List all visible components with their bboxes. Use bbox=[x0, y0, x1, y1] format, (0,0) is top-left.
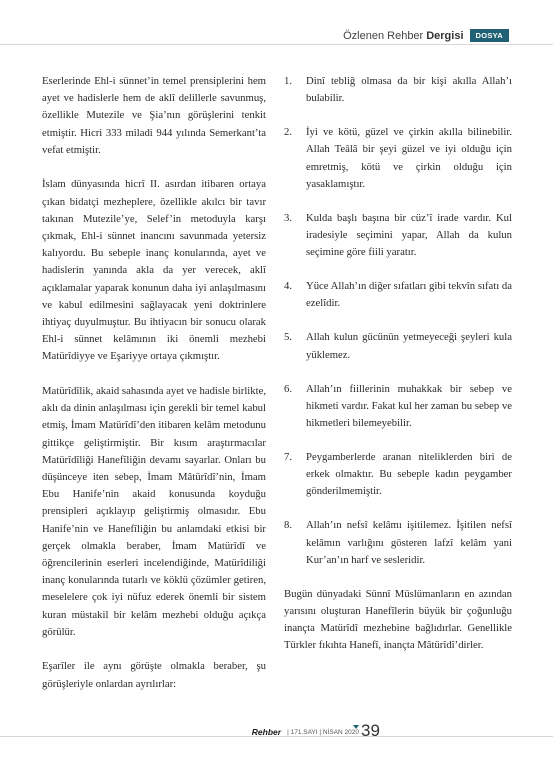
header-divider bbox=[0, 44, 553, 45]
brand-suffix: Dergisi bbox=[426, 29, 464, 42]
list-number: 2. bbox=[284, 126, 293, 139]
list-text: Kulda başlı başına bir cüz’î irade vardır. Kul iradesiyle seçimini yapar, Allah da kulun seçimine göre fiili yaratır. bbox=[306, 211, 512, 259]
paragraph: Eserlerinde Ehl-i sünnet’in temel prensiplerini hem ayet ve hadislerle hem de aklî delillerle savunmuş, özellikle Mutezile ve Şia’nın görüşlerini tenkit etmiştir. Hicri 333 miladi 944 yılında Semerkant’ta vefat etmiştir. bbox=[42, 75, 266, 156]
list-item bbox=[284, 278, 512, 312]
closing-paragraph: Bugün dünyadaki Sünnî Müslümanların en azından yarısını oluşturan Hanefîlerin büyük bir çoğunluğu inançta Matürîdî mezhebine bağlıdırlar. Genellikle Türkler fıkıhta Hanefî, inançta Mâtürîdî’dirler. bbox=[284, 587, 512, 652]
list-text: Dinî tebliğ olmasa da bir kişi akılla Allah’ı bulabilir. bbox=[306, 75, 512, 105]
magazine-brand bbox=[343, 29, 509, 42]
list-item bbox=[284, 124, 512, 193]
list-text: Peygamberlerde aranan niteliklerden biri de erkek olmaktır. Bu sebeple kadın peygamber gönderilmemiştir. bbox=[306, 451, 512, 498]
list-text: Allah’ın nefsî kelâmı işitilemez. İşitilen nefsî kelâmın varlığını gösteren lafzî kelâm yani Kur’an’ın harf ve sesleridir. bbox=[306, 519, 512, 566]
list-number: 4. bbox=[284, 280, 293, 293]
section-tag: DOSYA bbox=[470, 29, 509, 42]
page-marker-icon bbox=[353, 725, 359, 729]
list-item bbox=[284, 329, 512, 363]
list-item bbox=[284, 517, 512, 569]
right-column bbox=[284, 73, 512, 672]
list-number: 7. bbox=[284, 451, 293, 464]
list-number: 5. bbox=[284, 331, 293, 344]
list-number: 8. bbox=[284, 519, 293, 532]
issue-text: | 171.SAYI | NİSAN 2020 bbox=[287, 728, 359, 736]
list-number: 1. bbox=[284, 75, 293, 87]
list-number: 3. bbox=[284, 211, 293, 224]
paragraph: Matürîdîlik, akaid sahasında ayet ve hadisle birlikte, aklı da dinin anlaşılması için gerekli bir temel kabul etmiş, İmam Matürîdî’den itibaren kelâm metodunu gittikçe geliştirmiştir. Bir kısım araştırmacılar Matürîdîliği Hanefîliğin devamı sayarlar. Onları bu düşünceye iten sebep, İmam Mâtürîdî’nin, İmam Ebu Hanife’nin akaid konusunda koyduğu prensipleri açıklayıp geliştirmiş olmasıdır. Ebu Hanife’nin ve Hanefîliğin bu anlamdaki etkisi bir gerçek olmakla beraber, İmam Matürîdî ve öğrencilerinin eserleri incelendiğinde, Matürîdiliği inanç konularında tutarlı ve köklü çözümler getiren, meselelere çok iyi nüfuz ederek önemli bir sistem kuran müstakil bir kelâm mezhebi olduğu açıkça görülür. bbox=[42, 385, 266, 638]
list-item bbox=[284, 73, 512, 107]
list-item bbox=[284, 381, 512, 433]
list-text: Yüce Allah’ın diğer sıfatları gibi tekvîn sıfatı da ezelîdir. bbox=[306, 280, 512, 310]
list-number: 6. bbox=[284, 382, 293, 395]
page-number: 39 bbox=[361, 721, 380, 740]
left-column bbox=[42, 73, 266, 710]
list-text: İyi ve kötü, güzel ve çirkin akılla bilinebilir. Allah Teâlâ bir şeyi güzel ve iyi olduğu için emretmiş, kötü ve çirkin olduğu için yasaklamıştır. bbox=[306, 126, 512, 190]
footer-logo: Rehber bbox=[251, 727, 282, 737]
list-item bbox=[284, 449, 512, 501]
list-text: Allah kulun gücünün yetmeyeceği şeyleri kula yüklemez. bbox=[306, 331, 512, 361]
page-header bbox=[0, 0, 553, 54]
paragraph: İslam dünyasında hicrî II. asırdan itibaren ortaya çıkan bidatçi mezheplere, özellikle akılcı bir tavır takınan Mutezile’ye, Selef’in metoduyla karşı çıkmak, Ehl-i sünnet inancını savunmada yetersiz kalıyordu. Bu sebeple inanç konularında, ayet ve hadislerin yanında akla da yer verecek, aklî açıklamalar yaparak konunun daha iyi anlaşılmasını ve kabul edilmesini sağlayacak yeni doktrinlere ihtiyaç duyulmuştur. Bu ihtiyacın bir sonucu olarak Ehl-i sünnet kelâmının iki önemli mezhebi Matürîdiyye ve Eşariyye ortaya çıkmıştır. bbox=[42, 178, 266, 363]
brand-name: Özlenen Rehber bbox=[343, 29, 424, 42]
list-text: Allah’ın fiillerinin muhakkak bir sebep ve hikmeti vardır. Fakat kul her zaman bu sebep ve hikmetleri bilemeyebilir. bbox=[306, 382, 512, 430]
issue-info bbox=[252, 727, 359, 737]
page-footer bbox=[0, 721, 553, 761]
paragraph: Eşarîler ile aynı görüşte olmakla beraber, şu görüşleriyle onlardan ayrılırlar: bbox=[42, 660, 266, 690]
numbered-list bbox=[284, 73, 512, 569]
list-item bbox=[284, 210, 512, 262]
